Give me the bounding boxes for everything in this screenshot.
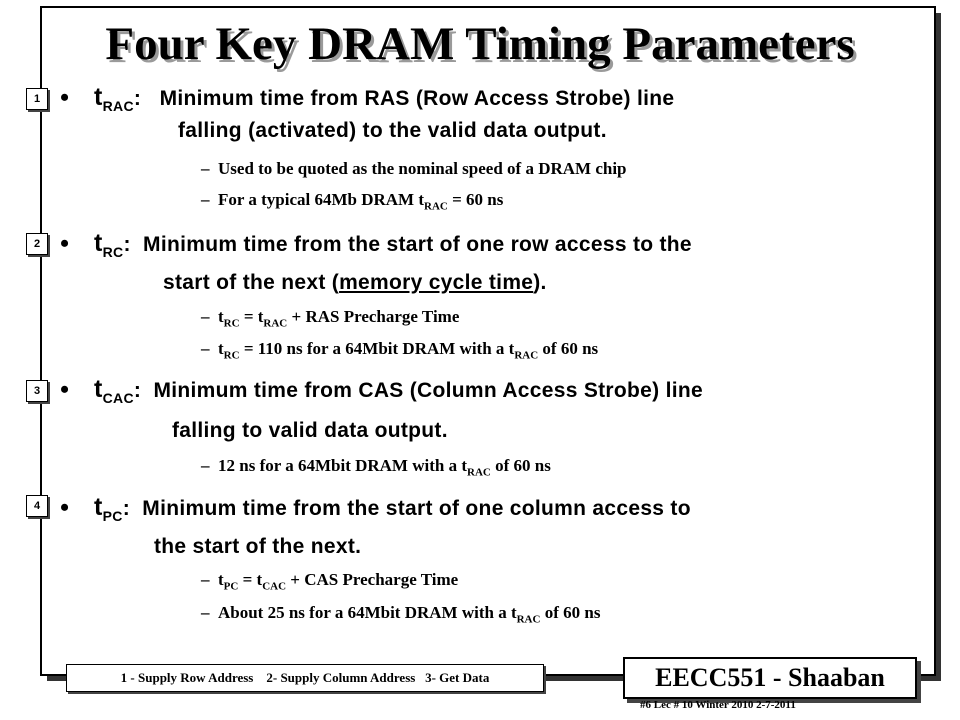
param-tcac-line1: $t_{CAC}$: Minimum time from CAS (Column Access Strobe) line: [94, 375, 703, 406]
bullet-3: •: [60, 375, 70, 404]
param-tcac-symbol: $t_{CAC}$: [94, 375, 134, 406]
step-marker-2: 2: [26, 233, 48, 255]
param-trac-line2: falling (activated) to the valid data output.: [178, 119, 607, 142]
param-tcac-line2: falling to valid data output.: [172, 419, 448, 442]
step-marker-3: 3: [26, 380, 48, 402]
step-marker-1: 1: [26, 88, 48, 110]
param-trac-symbol: $t_{RAC}$: [94, 83, 134, 114]
memory-cycle-time-term: memory cycle time: [339, 271, 534, 294]
bullet-4: •: [60, 493, 70, 522]
param-trc-sub-1: – $t_{RC} = t_{RAC}$ + RAS Precharge Time: [201, 307, 460, 330]
slide-footer: #6 Lec # 10 Winter 2010 2-7-2011: [640, 699, 796, 711]
param-tcac-sub-1: – 12 ns for a 64Mbit DRAM with a $t_{RAC}$ of 60 ns: [201, 456, 551, 479]
param-trac-line1: $t_{RAC}$: Minimum time from RAS (Row Access Strobe) line: [94, 83, 675, 114]
step-marker-4: 4: [26, 495, 48, 517]
slide-title: Four Key DRAM Timing Parameters: [105, 18, 855, 70]
bullet-2: •: [60, 229, 70, 258]
param-trc-line2: start of the next (memory cycle time).: [163, 271, 547, 294]
param-tpc-sub-2: – About 25 ns for a 64Mbit DRAM with a $t_{RAC}$ of 60 ns: [201, 603, 601, 626]
param-trac-sub-1: – Used to be quoted as the nominal speed of a DRAM chip: [201, 159, 627, 178]
param-tpc-line1: $t_{PC}$: Minimum time from the start of one column access to: [94, 493, 691, 524]
param-trc-line1: $t_{RC}$: Minimum time from the start of one row access to the: [94, 229, 692, 260]
param-tpc-line2: the start of the next.: [154, 535, 362, 558]
param-trac-sub-2: – For a typical 64Mb DRAM $t_{RAC} = 60$ ns: [201, 190, 504, 213]
course-brand-box: EECC551 - Shaaban: [623, 657, 917, 699]
param-trc-sub-2: – $t_{RC} = 110$ ns for a 64Mbit DRAM with a $t_{RAC}$ of 60 ns: [201, 339, 599, 362]
param-tpc-sub-1: – $t_{PC} = t_{CAC}$ + CAS Precharge Time: [201, 570, 459, 593]
step-legend: 1 - Supply Row Address 2- Supply Column Address 3- Get Data: [66, 664, 544, 692]
param-trc-symbol: $t_{RC}$: [94, 229, 124, 260]
bullet-1: •: [60, 83, 70, 112]
param-tpc-symbol: $t_{PC}$: [94, 493, 123, 524]
